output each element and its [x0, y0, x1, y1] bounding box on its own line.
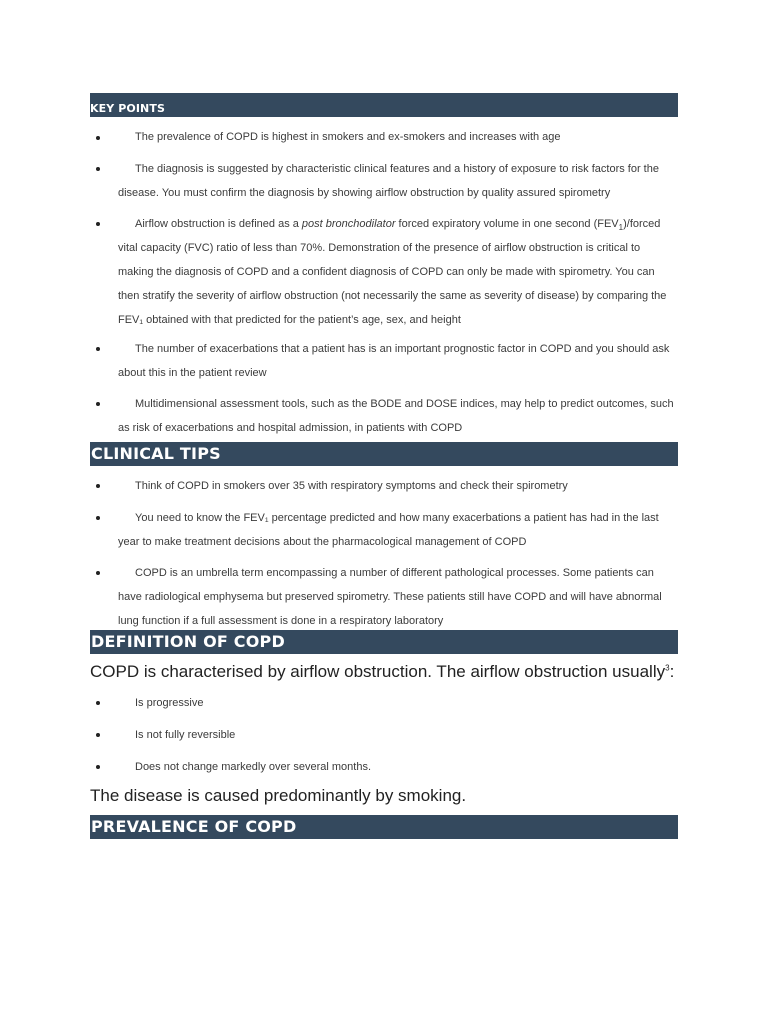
list-item: Multidimensional assessment tools, such as the BODE and DOSE indices, may help to predict outcomes, such as risk of exacerbations and hospital admission, in patients with COPD [90, 392, 678, 442]
bullet-icon [96, 765, 100, 769]
bullet-icon [96, 136, 100, 140]
bullet-icon [96, 733, 100, 737]
clinical-tips-list [90, 474, 678, 630]
bullet-icon [96, 484, 100, 488]
key-points-heading: KEY POINTS [90, 93, 678, 117]
document-page [90, 93, 678, 839]
list-item: Does not change markedly over several months. [90, 755, 678, 785]
bullet-icon [96, 222, 100, 226]
list-item: You need to know the FEV₁ percentage predicted and how many exacerbations a patient has had in the last year to make treatment decisions about the pharmacological management of COPD [90, 506, 678, 561]
bullet-icon [96, 402, 100, 406]
bullet-icon [96, 701, 100, 705]
list-item: Airflow obstruction is defined as a post bronchodilator forced expiratory volume in one second $(FEV_1)$/forced vital capacity (FVC) ratio of less than 70%. Demonstration of the presence of airflow obstruction is critical to making the diagnosis of COPD and a confident diagnosis of COPD can only be made with spirometry. You can then stratify the severity of airflow obstruction (not necessarily the same as severity of disease) by comparing the FEV₁ obtained with that predicted for the patient’s age, sex, and height [90, 212, 678, 337]
bullet-icon [96, 516, 100, 520]
bullet-icon [96, 167, 100, 171]
definition-heading: DEFINITION OF COPD [90, 630, 678, 654]
bullet-icon [96, 347, 100, 351]
list-item: COPD is an umbrella term encompassing a number of different pathological processes. Some patients can have radiological emphysema but preserved spirometry. These patients still have COPD and will have abnormal lung function if a full assessment is done in a respiratory laboratory [90, 561, 678, 630]
list-item: The prevalence of COPD is highest in smokers and ex-smokers and increases with age [90, 125, 678, 157]
definition-list [90, 691, 678, 785]
list-item: Think of COPD in smokers over 35 with respiratory symptoms and check their spirometry [90, 474, 678, 506]
list-item: The diagnosis is suggested by characteristic clinical features and a history of exposure to risk factors for the disease. You must confirm the diagnosis by showing airflow obstruction by quality assured spirometry [90, 157, 678, 212]
list-item: The number of exacerbations that a patient has is an important prognostic factor in COPD and you should ask about this in the patient review [90, 337, 678, 392]
clinical-tips-heading: CLINICAL TIPS [90, 442, 678, 466]
list-item: Is progressive [90, 691, 678, 723]
list-item: Is not fully reversible [90, 723, 678, 755]
key-points-list [90, 125, 678, 442]
definition-closing: The disease is caused predominantly by smoking. [90, 786, 467, 805]
definition-lead: COPD is characterised by airflow obstruction. The airflow obstruction usually$^3$: [90, 662, 675, 681]
prevalence-heading: PREVALENCE OF COPD [90, 815, 678, 839]
bullet-icon [96, 571, 100, 575]
